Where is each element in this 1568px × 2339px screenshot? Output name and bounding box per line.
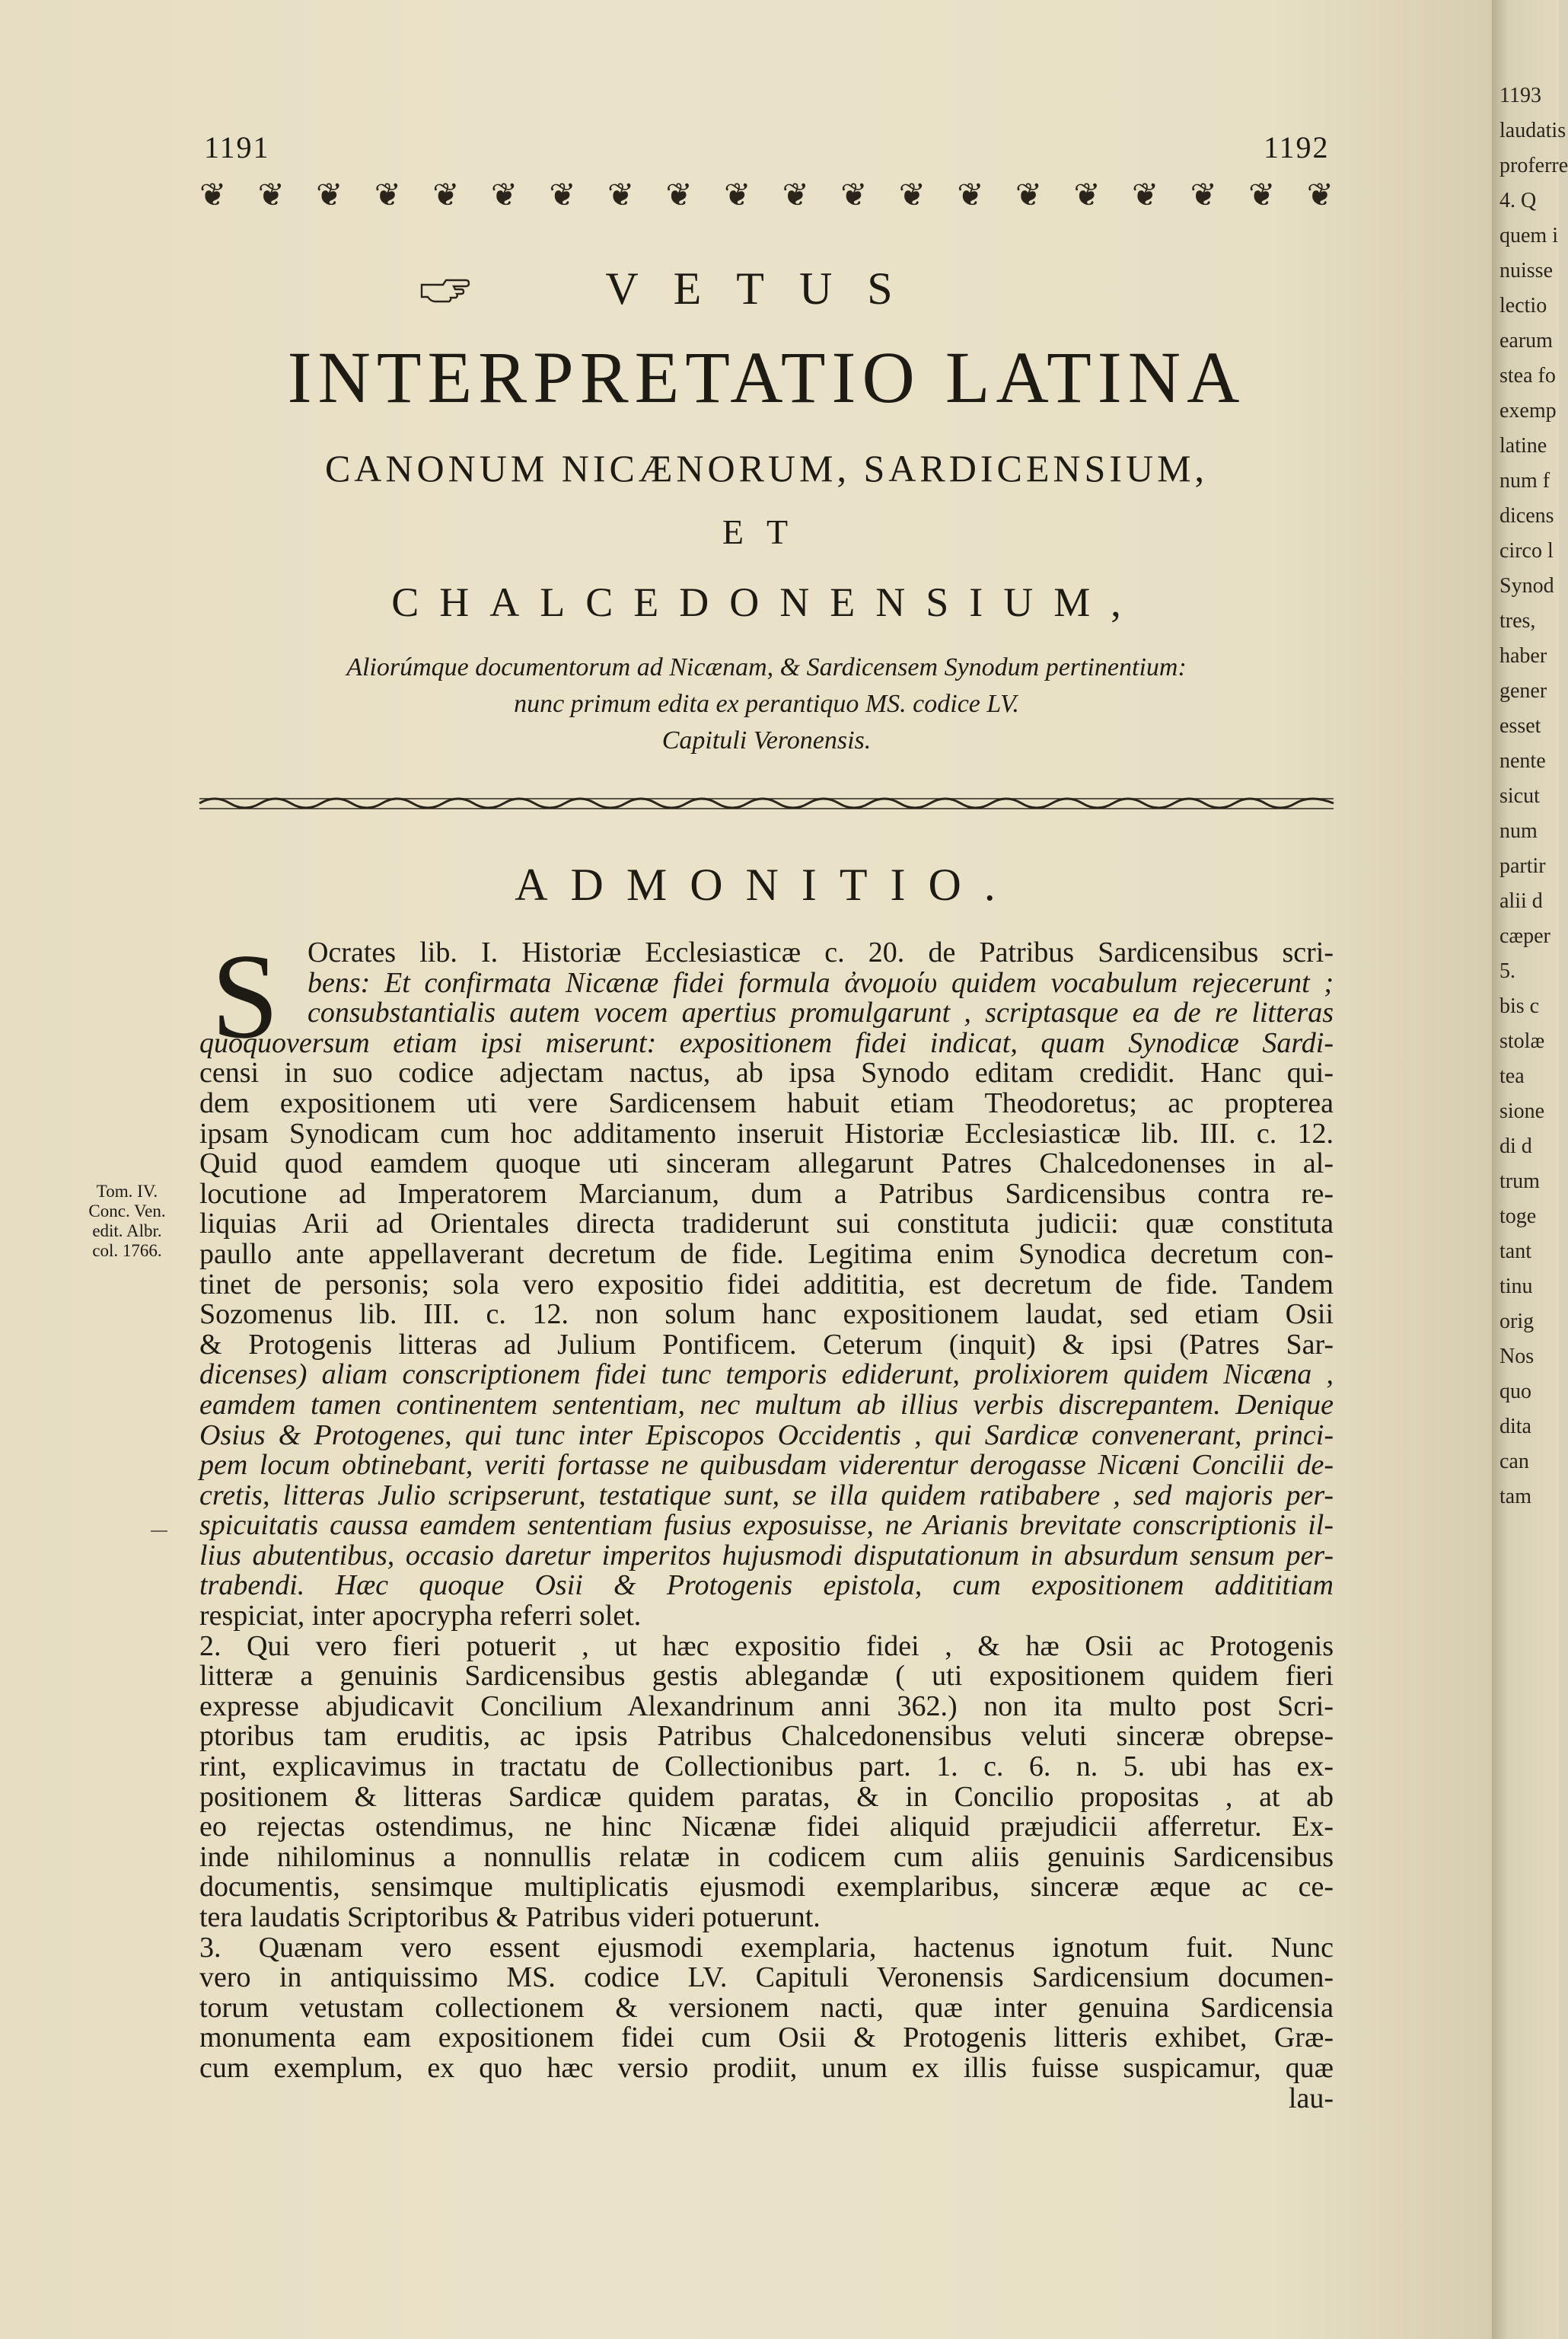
text-line: dicenses) aliam conscriptionem fidei tunc temporis ediderunt, prolixiorem quidem Nicæna , bbox=[199, 1358, 1334, 1391]
ornament-glyph: ❦ bbox=[549, 178, 576, 213]
ornament-glyph: ❦ bbox=[898, 178, 926, 213]
page-number-left: 1191 bbox=[204, 130, 270, 164]
text-line: trabendi. Hæc quoque Osii & Protogenis epistola, cum expositionem addititiam bbox=[199, 1569, 1334, 1602]
adjacent-page-text: earum bbox=[1499, 329, 1553, 353]
text-line: monumenta eam expositionem fidei cum Osii & Protogenis litteris exhibet, Græ- bbox=[199, 2021, 1334, 2054]
text-line: bens: Et confirmata Nicænæ fidei formula ἀνομοίυ quidem vocabulum rejecerunt ; bbox=[308, 966, 1334, 999]
title-et: ET bbox=[722, 512, 811, 551]
adjacent-page-text: tant bbox=[1499, 1240, 1531, 1263]
subtitle-line-1: Aliorúmque documentorum ad Nicænam, & Sardicensem Synodum pertinentium: bbox=[346, 653, 1187, 681]
decorative-rule bbox=[199, 788, 1334, 818]
adjacent-page-text: esset bbox=[1499, 714, 1541, 738]
ornament-glyph: ❦ bbox=[1306, 178, 1334, 213]
text-line: Ocrates lib. I. Historiæ Ecclesiasticæ c. 20. de Patribus Sardicensibus scri- bbox=[308, 937, 1334, 968]
text-line: ptoribus tam eruditis, ac ipsis Patribus Chalcedonensibus veluti sinceræ obrepse- bbox=[199, 1720, 1334, 1753]
adjacent-page-text: dicens bbox=[1499, 504, 1554, 528]
adjacent-page-text: 4. Q bbox=[1499, 189, 1537, 212]
adjacent-page-text: tinu bbox=[1499, 1275, 1533, 1298]
text-line: liquias Arii ad Orientales directa tradiderunt sui constituta judicii: quæ constituta bbox=[199, 1208, 1334, 1240]
ornament-glyph: ❦ bbox=[957, 178, 984, 213]
adjacent-page-text: stolæ bbox=[1499, 1029, 1545, 1053]
text-line: tinet de personis; sola vero expositio fidei addititia, est decretum de fide. Tandem bbox=[199, 1268, 1334, 1300]
admonitio-body bbox=[199, 938, 1334, 2114]
text-line: lau- bbox=[1288, 2082, 1334, 2114]
text-line: censi in suo codice adjectam nactus, ab ipsa Synodo editam credidit. Hanc qui- bbox=[199, 1057, 1334, 1090]
text-line: rint, explicavimus in tractatu de Collectionibus part. 1. c. 6. n. 5. ubi has ex- bbox=[199, 1750, 1334, 1783]
ornament-glyph: ❦ bbox=[1073, 178, 1101, 213]
text-line: eo rejectas ostendimus, ne hinc Nicænæ fidei aliquid præjudicii afferretur. Ex- bbox=[199, 1811, 1334, 1843]
text-line: litteræ a genuinis Sardicensibus gestis ablegandæ ( uti expositionem quidem fieri bbox=[199, 1660, 1334, 1693]
adjacent-page-text: num bbox=[1499, 819, 1538, 843]
adjacent-page-text: trum bbox=[1499, 1170, 1540, 1193]
title-chalcedonensium: CHALCEDONENSIUM, bbox=[391, 579, 1142, 625]
margin-note-line: Conc. Ven. bbox=[88, 1201, 166, 1221]
adjacent-page-text: exemp bbox=[1499, 399, 1557, 423]
ornament-glyph: ❦ bbox=[199, 178, 227, 213]
title-interpretatio-latina: INTERPRETATIO LATINA bbox=[287, 337, 1246, 418]
title-canonum: CANONUM NICÆNORUM, SARDICENSIUM, bbox=[324, 447, 1209, 490]
adjacent-page-text: partir bbox=[1499, 854, 1546, 878]
text-line: positionem & litteras Sardicæ quidem paratas, & in Concilio propositas , at ab bbox=[199, 1780, 1334, 1813]
text-line: consubstantialis autem vocem apertius promulgarunt , scriptasque ea de re litteras bbox=[308, 997, 1334, 1029]
text-line: quoquoversum etiam ipsi miserunt: expositionem fidei indicat, quam Synodicæ Sardi- bbox=[199, 1026, 1334, 1059]
text-line: vero in antiquissimo MS. codice LV. Capituli Veronensis Sardicensium documen- bbox=[199, 1961, 1334, 1994]
margin-note-line: edit. Albr. bbox=[92, 1221, 162, 1240]
text-line: eamdem tamen continentem sententiam, nec multum ab illius verbis discrepantem. Denique bbox=[199, 1388, 1334, 1421]
adjacent-page-text: laudatis bbox=[1499, 119, 1566, 142]
ornament-glyph: ❦ bbox=[607, 178, 635, 213]
ornament-glyph: ❦ bbox=[490, 178, 518, 213]
adjacent-page-text: quem i bbox=[1499, 224, 1558, 247]
adjacent-page-text: stea fo bbox=[1499, 364, 1556, 388]
ornament-glyph: ❦ bbox=[257, 178, 285, 213]
ornament-glyph: ❦ bbox=[665, 178, 693, 213]
adjacent-page-text: Synod bbox=[1499, 574, 1554, 598]
adjacent-page-text: tres, bbox=[1499, 609, 1536, 633]
ornament-glyph: ❦ bbox=[840, 178, 868, 213]
adjacent-page-text: toge bbox=[1499, 1205, 1537, 1228]
margin-note-line: col. 1766. bbox=[92, 1241, 162, 1260]
text-line: ipsam Synodicam cum hoc additamento inseruit Historiæ Ecclesiasticæ lib. III. c. 12. bbox=[199, 1117, 1334, 1150]
adjacent-page-text: tea bbox=[1499, 1064, 1525, 1088]
adjacent-page-text: haber bbox=[1499, 644, 1547, 668]
text-line: torum vetustam collectionem & versionem nacti, quæ inter genuina Sardicensia bbox=[199, 1991, 1334, 2024]
adjacent-page-text: alii d bbox=[1499, 889, 1543, 913]
adjacent-page-text: circo l bbox=[1499, 539, 1554, 563]
text-line: locutione ad Imperatorem Marcianum, dum a Patribus Sardicensibus contra re- bbox=[199, 1177, 1334, 1210]
margin-note bbox=[70, 1182, 184, 1261]
text-line: expresse abjudicavit Concilium Alexandrinum anni 362.) non ita multo post Scri- bbox=[199, 1690, 1334, 1722]
text-line: documentis, sensimque multiplicatis ejusmodi exemplaribus, sinceræ æque ac ce- bbox=[199, 1871, 1334, 1903]
ornament-glyph: ❦ bbox=[316, 178, 343, 213]
text-line: 2. Qui vero fieri potuerit , ut hæc expositio fidei , & hæ Osii ac Protogenis bbox=[199, 1629, 1334, 1662]
ornament-glyph: ❦ bbox=[724, 178, 751, 213]
ornament-glyph: ❦ bbox=[782, 178, 809, 213]
adjacent-page-text: dita bbox=[1499, 1415, 1531, 1438]
adjacent-page-text: sione bbox=[1499, 1099, 1545, 1123]
adjacent-page-text: lectio bbox=[1499, 294, 1547, 318]
ornament-glyph: ❦ bbox=[432, 178, 460, 213]
subtitle-line-3: Capituli Veronensis. bbox=[661, 726, 872, 755]
adjacent-page-text: cæper bbox=[1499, 924, 1550, 948]
drop-cap: S bbox=[211, 928, 279, 1064]
adjacent-page-text: tam bbox=[1499, 1485, 1531, 1508]
adjacent-page-text: gener bbox=[1499, 679, 1547, 703]
adjacent-page-text: nuisse bbox=[1499, 259, 1553, 282]
text-line: respiciat, inter apocrypha referri solet. bbox=[199, 1600, 642, 1632]
section-heading: ADMONITIO. bbox=[515, 860, 1018, 910]
text-line: cum exemplum, ex quo hæc versio prodiit, unum ex illis fuisse suspicamur, quæ bbox=[199, 2051, 1334, 2084]
adjacent-page-text: orig bbox=[1499, 1310, 1535, 1333]
ornament-glyph: ❦ bbox=[1248, 178, 1276, 213]
adjacent-page-text: can bbox=[1499, 1450, 1529, 1473]
text-line: & Protogenis litteras ad Julium Pontificem. Ceterum (inquit) & ipsi (Patres Sar- bbox=[199, 1328, 1334, 1361]
text-line: spicuitatis caussa eamdem sententiam fusius exposuisse, ne Arianis brevitate conscriptionis il- bbox=[199, 1509, 1334, 1542]
text-line: 3. Quænam vero essent ejusmodi exemplaria, hactenus ignotum fuit. Nunc bbox=[199, 1931, 1334, 1964]
text-line: inde nihilominus a nonnullis relatæ in codicem cum aliis genuinis Sardicensibus bbox=[199, 1840, 1334, 1873]
top-ornament-band bbox=[199, 177, 1334, 215]
page-number-right: 1192 bbox=[1264, 130, 1330, 164]
text-line: tera laudatis Scriptoribus & Patribus videri potuerunt. bbox=[199, 1901, 821, 1933]
adjacent-page-text: Nos bbox=[1499, 1345, 1535, 1368]
adjacent-page-text: bis c bbox=[1499, 994, 1540, 1018]
adjacent-page-text: proferre bbox=[1499, 154, 1568, 177]
text-line: Sozomenus lib. III. c. 12. non solum hanc expositionem laudat, sed etiam Osii bbox=[199, 1298, 1334, 1331]
ornament-glyph: ❦ bbox=[1190, 178, 1217, 213]
text-line: lius abutentibus, occasio daretur imperitos hujusmodi disputationum in absurdum sensum per- bbox=[199, 1539, 1334, 1572]
text-line: Quid quod eamdem quoque uti sinceram allegarunt Patres Chalcedonenses in al- bbox=[199, 1147, 1334, 1180]
title-vetus: VETUS bbox=[605, 263, 928, 314]
ornament-glyph: ❦ bbox=[1132, 178, 1159, 213]
margin-dash bbox=[151, 1530, 167, 1532]
adjacent-page-edge bbox=[1492, 0, 1568, 2339]
adjacent-page-text: nente bbox=[1499, 749, 1546, 773]
adjacent-page-text: latine bbox=[1499, 434, 1547, 458]
subtitle-line-2: nunc primum edita ex perantiquo MS. codice LV. bbox=[514, 690, 1019, 718]
text-line: cretis, litteras Julio scripserunt, testatique sunt, se illa quidem ratibabere , sed majoris per- bbox=[199, 1479, 1334, 1511]
text-line: pem locum obtinebant, veriti fortasse ne quibusdam viderentur derogasse Nicæni Concilii de- bbox=[199, 1449, 1334, 1482]
ornament-glyph: ❦ bbox=[374, 178, 401, 213]
ornament-glyph: ❦ bbox=[1015, 178, 1043, 213]
text-line: paullo ante appellaverant decretum de fide. Legitima enim Synodica decretum con- bbox=[199, 1237, 1334, 1270]
adjacent-page-text: di d bbox=[1499, 1134, 1532, 1158]
text-line: Osius & Protogenes, qui tunc inter Episcopos Occidentis , qui Sardicæ convenerant, princi- bbox=[199, 1418, 1334, 1451]
adjacent-page-text: num f bbox=[1499, 469, 1550, 493]
adjacent-page-text: 5. bbox=[1499, 959, 1515, 983]
adjacent-page-text: quo bbox=[1499, 1380, 1531, 1403]
margin-note-line: Tom. IV. bbox=[96, 1182, 158, 1201]
adjacent-page-text: sicut bbox=[1499, 784, 1540, 808]
text-line: dem expositionem uti vere Sardicensem habuit etiam Theodoretus; ac propterea bbox=[199, 1087, 1334, 1119]
adjacent-page-text: 1193 bbox=[1499, 84, 1541, 107]
